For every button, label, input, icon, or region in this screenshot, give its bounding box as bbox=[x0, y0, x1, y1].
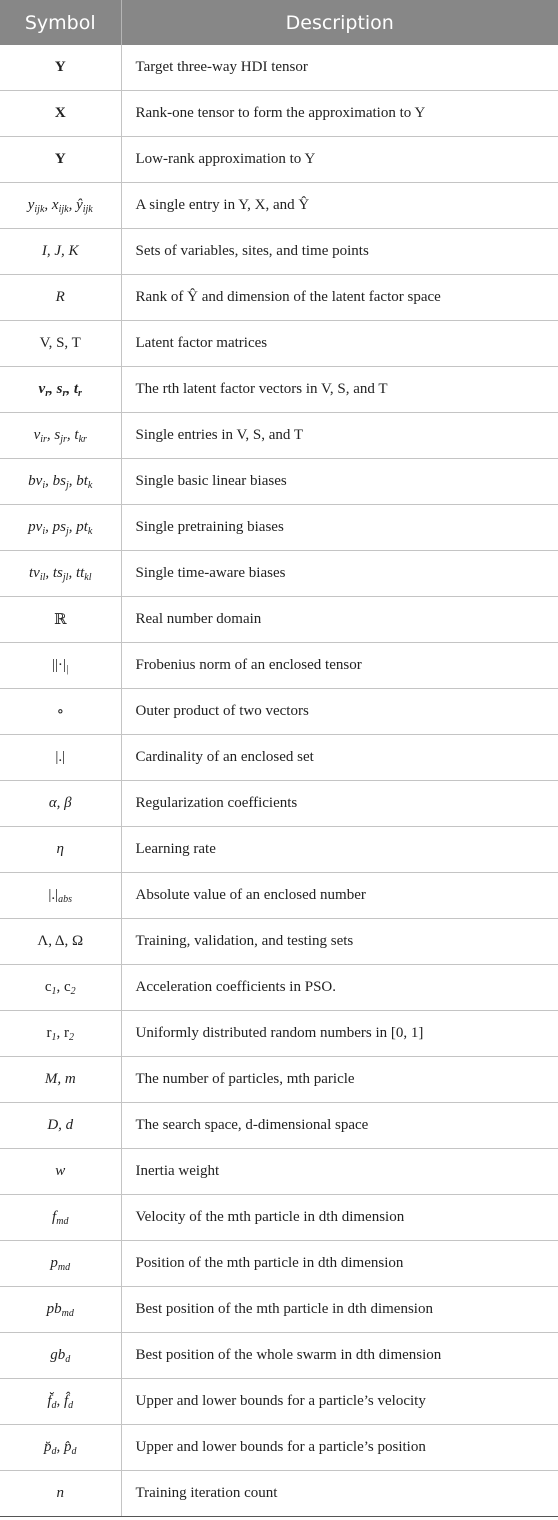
symbol-cell: |.| bbox=[0, 735, 121, 781]
description-cell: The search space, d-dimensional space bbox=[121, 1103, 558, 1149]
description-cell: Cardinality of an enclosed set bbox=[121, 735, 558, 781]
description-cell: Rank-one tensor to form the approximation to Y bbox=[121, 91, 558, 137]
table-row bbox=[0, 827, 558, 873]
symbol-cell: $v_r$, $s_r$, $t_r$ bbox=[0, 367, 121, 413]
symbol-cell: $|.|_{abs}$ bbox=[0, 873, 121, 919]
description-cell: Single entries in V, S, and T bbox=[121, 413, 558, 459]
table-row bbox=[0, 275, 558, 321]
symbol-cell: ℝ bbox=[0, 597, 121, 643]
description-cell: Sets of variables, sites, and time points bbox=[121, 229, 558, 275]
symbol-cell: $pb_{md}$ bbox=[0, 1287, 121, 1333]
description-cell: Inertia weight bbox=[121, 1149, 558, 1195]
symbol-cell: $f_{md}$ bbox=[0, 1195, 121, 1241]
description-cell: Acceleration coefficients in PSO. bbox=[121, 965, 558, 1011]
table-row bbox=[0, 1011, 558, 1057]
table-row bbox=[0, 1333, 558, 1379]
description-cell: Real number domain bbox=[121, 597, 558, 643]
table-row bbox=[0, 1379, 558, 1425]
subscript: jl bbox=[62, 572, 69, 583]
description-cell: Training iteration count bbox=[121, 1471, 558, 1517]
description-cell: Best position of the whole swarm in dth dimension bbox=[121, 1333, 558, 1379]
symbol-cell: $gb_d$ bbox=[0, 1333, 121, 1379]
symbol-cell: $p_{md}$ bbox=[0, 1241, 121, 1287]
subscript: kl bbox=[84, 572, 92, 583]
table-row bbox=[0, 413, 558, 459]
table-row bbox=[0, 551, 558, 597]
description-cell: Single time-aware biases bbox=[121, 551, 558, 597]
symbol-cell: ∘ bbox=[0, 689, 121, 735]
subscript: md bbox=[57, 1262, 71, 1273]
subscript: abs bbox=[58, 894, 73, 905]
subscript: ijk bbox=[58, 204, 69, 215]
symbol-cell: $tv_{il}$, $ts_{jl}$, $tt_{kl}$ bbox=[0, 551, 121, 597]
table-row bbox=[0, 965, 558, 1011]
description-cell: Upper and lower bounds for a particle’s velocity bbox=[121, 1379, 558, 1425]
description-cell: The rth latent factor vectors in V, S, and T bbox=[121, 367, 558, 413]
subscript: il bbox=[39, 572, 46, 583]
table-row bbox=[0, 45, 558, 91]
symbol-cell: w bbox=[0, 1149, 121, 1195]
subscript: kr bbox=[78, 434, 87, 445]
symbol-cell: R bbox=[0, 275, 121, 321]
symbol-cell: $||\cdot|_|$ bbox=[0, 643, 121, 689]
description-cell: Position of the mth particle in dth dimension bbox=[121, 1241, 558, 1287]
subscript: 2 bbox=[70, 986, 76, 997]
table-row bbox=[0, 1425, 558, 1471]
table-row bbox=[0, 137, 558, 183]
description-cell: Training, validation, and testing sets bbox=[121, 919, 558, 965]
symbol-cell: $y_{ijk}$, $x_{ijk}$, $ŷ_{ijk}$ bbox=[0, 183, 121, 229]
description-cell: A single entry in Y, X, and Ŷ bbox=[121, 183, 558, 229]
description-cell: Frobenius norm of an enclosed tensor bbox=[121, 643, 558, 689]
description-cell: Upper and lower bounds for a particle’s position bbox=[121, 1425, 558, 1471]
table-row bbox=[0, 91, 558, 137]
symbol-cell: Y bbox=[0, 137, 121, 183]
subscript: k bbox=[87, 480, 93, 491]
symbol-cell: $pv_i$, $ps_j$, $pt_k$ bbox=[0, 505, 121, 551]
table-row bbox=[0, 367, 558, 413]
description-cell: Absolute value of an enclosed number bbox=[121, 873, 558, 919]
table-row bbox=[0, 1241, 558, 1287]
description-cell: Velocity of the mth particle in dth dimension bbox=[121, 1195, 558, 1241]
table-row bbox=[0, 229, 558, 275]
subscript: i bbox=[42, 480, 46, 491]
header-symbol: Symbol bbox=[0, 0, 121, 45]
symbol-cell: $v_{ir}$, $s_{jr}$, $t_{kr}$ bbox=[0, 413, 121, 459]
description-cell: Learning rate bbox=[121, 827, 558, 873]
description-cell: Best position of the mth particle in dth dimension bbox=[121, 1287, 558, 1333]
symbol-cell: M, m bbox=[0, 1057, 121, 1103]
symbol-cell: α, β bbox=[0, 781, 121, 827]
symbol-cell: I, J, K bbox=[0, 229, 121, 275]
subscript: d bbox=[71, 1446, 77, 1457]
description-cell: Low-rank approximation to Y bbox=[121, 137, 558, 183]
symbol-cell: D, d bbox=[0, 1103, 121, 1149]
subscript: r bbox=[78, 388, 82, 399]
table-row bbox=[0, 1287, 558, 1333]
subscript: k bbox=[87, 526, 93, 537]
symbol-cell: $bv_i$, $bs_j$, $bt_k$ bbox=[0, 459, 121, 505]
table-row bbox=[0, 781, 558, 827]
table-header-row bbox=[0, 0, 558, 45]
table-row bbox=[0, 1149, 558, 1195]
description-cell: Single pretraining biases bbox=[121, 505, 558, 551]
subscript: d bbox=[65, 1354, 71, 1365]
description-cell: The number of particles, mth paricle bbox=[121, 1057, 558, 1103]
subscript: 1 bbox=[51, 986, 57, 997]
symbol-cell: $f̆_d$, $f̂_d$ bbox=[0, 1379, 121, 1425]
subscript: d bbox=[68, 1400, 74, 1411]
header-description: Description bbox=[121, 0, 558, 45]
description-cell: Regularization coefficients bbox=[121, 781, 558, 827]
table-row bbox=[0, 1103, 558, 1149]
table-row bbox=[0, 873, 558, 919]
subscript: j bbox=[65, 526, 69, 537]
subscript: ijk bbox=[34, 204, 45, 215]
table-row bbox=[0, 505, 558, 551]
subscript: jr bbox=[60, 434, 67, 445]
subscript: ijk bbox=[82, 204, 93, 215]
subscript: 2 bbox=[69, 1032, 74, 1043]
subscript: ir bbox=[40, 434, 47, 445]
subscript: | bbox=[65, 664, 69, 675]
table-row bbox=[0, 597, 558, 643]
symbol-cell: $r_1$, $r_2$ bbox=[0, 1011, 121, 1057]
subscript: 1 bbox=[51, 1032, 57, 1043]
subscript: r bbox=[45, 388, 50, 399]
subscript: i bbox=[42, 526, 46, 537]
symbol-cell: V, S, T bbox=[0, 321, 121, 367]
symbol-cell: $p̆_d$, $p̂_d$ bbox=[0, 1425, 121, 1471]
table-row bbox=[0, 1471, 558, 1517]
symbol-cell: $c_1$, $c_2$ bbox=[0, 965, 121, 1011]
description-cell: Target three-way HDI tensor bbox=[121, 45, 558, 91]
subscript: r bbox=[62, 388, 67, 399]
subscript: d bbox=[51, 1446, 57, 1457]
description-cell: Uniformly distributed random numbers in [0, 1] bbox=[121, 1011, 558, 1057]
subscript: md bbox=[56, 1216, 69, 1227]
subscript: d bbox=[51, 1400, 57, 1411]
symbol-cell: η bbox=[0, 827, 121, 873]
description-cell: Latent factor matrices bbox=[121, 321, 558, 367]
table-row bbox=[0, 1057, 558, 1103]
symbol-cell: n bbox=[0, 1471, 121, 1517]
description-cell: Rank of Ŷ and dimension of the latent factor space bbox=[121, 275, 558, 321]
table-row bbox=[0, 735, 558, 781]
description-cell: Single basic linear biases bbox=[121, 459, 558, 505]
table-row bbox=[0, 459, 558, 505]
description-cell: Outer product of two vectors bbox=[121, 689, 558, 735]
table-row bbox=[0, 643, 558, 689]
table-body bbox=[0, 45, 558, 1517]
table-row bbox=[0, 183, 558, 229]
table-row bbox=[0, 689, 558, 735]
table-row bbox=[0, 919, 558, 965]
subscript: md bbox=[61, 1308, 74, 1319]
symbol-cell: Λ, Δ, Ω bbox=[0, 919, 121, 965]
table-row bbox=[0, 321, 558, 367]
symbol-cell: Y bbox=[0, 45, 121, 91]
symbol-cell: X bbox=[0, 91, 121, 137]
table-row bbox=[0, 1195, 558, 1241]
subscript: j bbox=[65, 480, 69, 491]
